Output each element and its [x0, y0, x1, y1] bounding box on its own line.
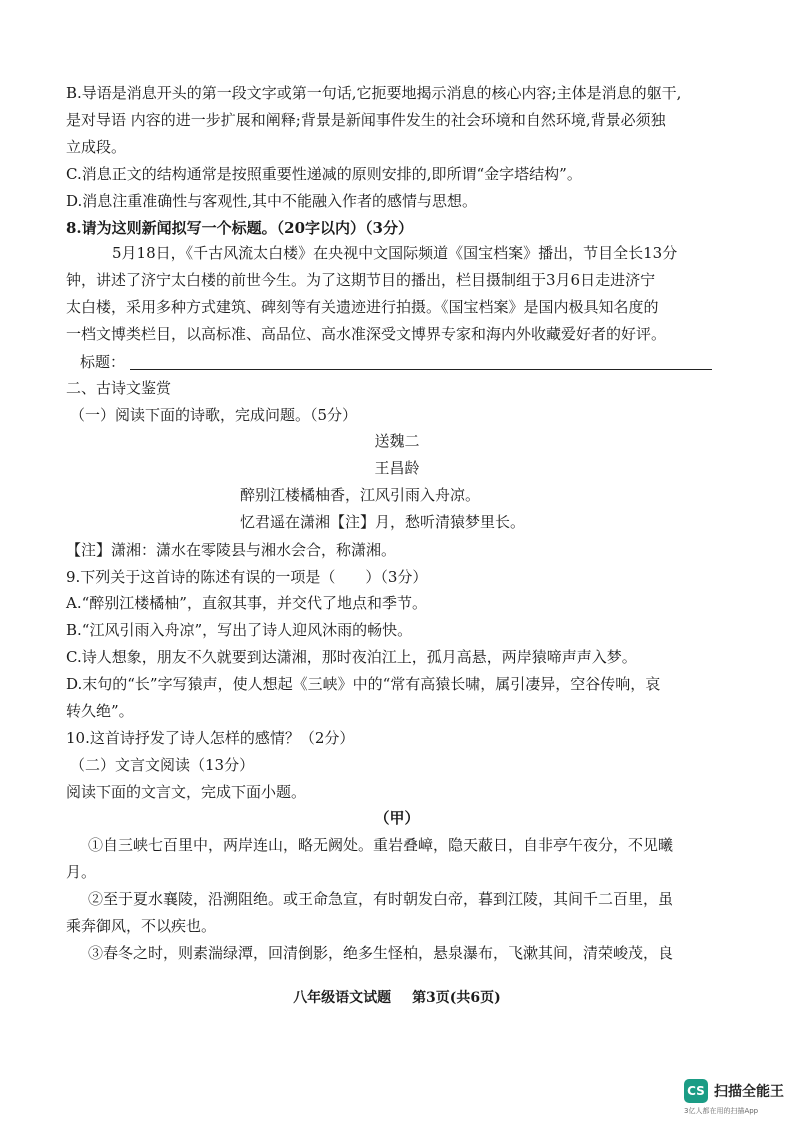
q7-option-d: D.消息注重准确性与客观性,其中不能融入作者的感情与思想。: [66, 192, 478, 210]
q9-option-a: A.“醉别江楼橘柚”，直叙其事，并交代了地点和季节。: [66, 594, 427, 612]
q8-title-answer-line: [130, 369, 712, 370]
q8-news-line2: 钟，讲述了济宁太白楼的前世今生。为了这期节目的播出，栏目摄制组于3月6日走进济宁: [66, 271, 656, 289]
footer-exam-name: 八年级语文试题: [293, 990, 392, 1006]
q9-option-b: B.“江风引雨入舟凉”，写出了诗人迎风沐雨的畅快。: [66, 621, 413, 639]
poem-author: 王昌龄: [374, 459, 420, 477]
page-footer: [0, 987, 794, 1007]
poem-line1: 醉别江楼橘柚香，江风引雨入舟凉。: [240, 486, 481, 504]
poem-line2: 忆君遥在潇湘【注】月，愁听清猿梦里长。: [240, 513, 526, 531]
passage-para1-line1: ①自三峡七百里中，两岸连山，略无阙处。重岩叠嶂，隐天蔽日，自非亭午夜分，不见曦: [88, 836, 674, 854]
scanner-logo-icon: CS: [684, 1079, 708, 1103]
section2-heading: 二、古诗文鉴赏: [66, 379, 172, 397]
q8-title-label: 标题：: [80, 353, 126, 371]
q8-news-line1: 5月18日，《千古风流太白楼》在央视中文国际频道《国宝档案》播出，节目全长13分: [112, 244, 678, 262]
poem-title: 送魏二: [374, 432, 420, 450]
classical-part-heading: （二）文言文阅读（13分）: [70, 756, 255, 774]
q8-question: 8.请为这则新闻拟写一个标题。（20字以内）（3分）: [66, 219, 413, 237]
scanner-watermark: [684, 1079, 794, 1119]
q10-question: 10.这首诗抒发了诗人怎样的感情？（2分）: [66, 729, 355, 747]
q8-news-line4: 一档文博类栏目，以高标准、高品位、高水准深受文博界专家和海内外收藏爱好者的好评。: [66, 325, 667, 343]
q9-option-d-line1: D.末句的“长”字写猿声，使人想起《三峡》中的“常有高猿长啸，属引凄异，空谷传响，哀: [66, 675, 661, 693]
passage-para2-line2: 乘奔御风，不以疾也。: [66, 917, 217, 935]
q7-option-c: C.消息正文的结构通常是按照重要性递减的原则安排的,即所谓“金字塔结构”。: [66, 165, 582, 183]
poem-note: 【注】潇湘：潇水在零陵县与湘水会合，称潇湘。: [66, 541, 397, 559]
passage-para3-line1: ③春冬之时，则素湍绿潭，回清倒影，绝多生怪柏，悬泉瀑布，飞漱其间，清荣峻茂，良: [88, 944, 674, 962]
q7-option-b-line1: B.导语是消息开头的第一段文字或第一句话,它扼要地揭示消息的核心内容;主体是消息的躯干,: [66, 84, 682, 102]
q7-option-b-line2: 是对导语 内容的进一步扩展和阐释;背景是新闻事件发生的社会环境和自然环境,背景必须独: [66, 111, 666, 129]
scanner-app-name: 扫描全能王: [714, 1084, 784, 1100]
q9-option-d-line2: 转久绝”。: [66, 702, 134, 720]
poem-part-heading: （一）阅读下面的诗歌，完成问题。（5分）: [70, 406, 358, 424]
passage-jia-label: （甲）: [374, 809, 420, 827]
scanner-tagline: 3亿人都在用的扫描App: [684, 1107, 759, 1115]
classical-instruction: 阅读下面的文言文，完成下面小题。: [66, 783, 307, 801]
footer-page-number: 第3页(共6页): [412, 990, 501, 1006]
q7-option-b-line3: 立成段。: [66, 138, 127, 156]
q9-question: 9.下列关于这首诗的陈述有误的一项是（ ）（3分）: [66, 568, 428, 586]
q9-option-c: C.诗人想象，朋友不久就要到达潇湘，那时夜泊江上，孤月高悬，两岸猿啼声声入梦。: [66, 648, 637, 666]
q8-title-answer-field[interactable]: [80, 351, 712, 373]
q8-news-line3: 太白楼，采用多种方式建筑、碑刻等有关遗迹进行拍摄。《国宝档案》是国内极具知名度的: [66, 298, 659, 316]
passage-para2-line1: ②至于夏水襄陵，沿溯阻绝。或王命急宣，有时朝发白帝，暮到江陵，其间千二百里，虽: [88, 890, 674, 908]
passage-para1-line2: 月。: [66, 863, 97, 881]
